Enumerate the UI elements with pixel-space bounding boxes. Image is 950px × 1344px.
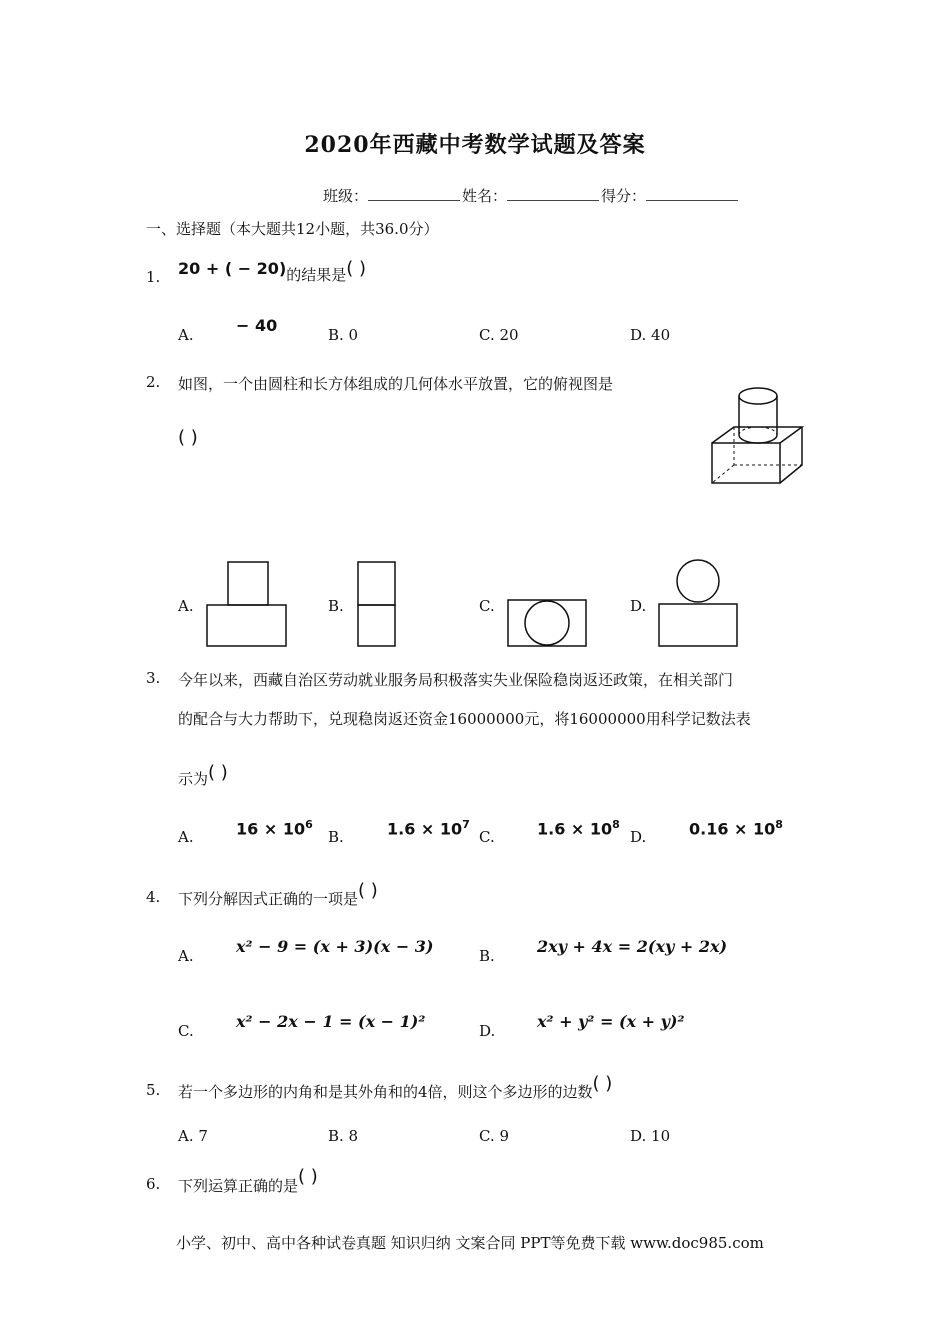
q3-option-a-base: 16 × 10: [236, 819, 306, 839]
q4-number: 4.: [146, 888, 161, 906]
q4-option-c-expr: x² − 2x − 1 = (x − 1)²: [236, 1012, 426, 1031]
q1-number: 1.: [146, 268, 161, 286]
q3-paren: ( ): [208, 762, 228, 783]
q1-option-a-value: − 40: [236, 316, 278, 335]
q3-option-c-expr: [537, 818, 620, 838]
q2-paren: ( ): [178, 427, 198, 448]
q3-option-c-exp: 8: [612, 818, 620, 831]
q2-solid-figure: [700, 385, 810, 490]
q3-option-d-exp: 8: [775, 818, 783, 831]
q3-number: 3.: [146, 669, 161, 687]
class-blank: [368, 186, 460, 201]
name-blank: [507, 186, 599, 201]
q4-option-d-label: D.: [479, 1022, 496, 1040]
q1-expression: 20 + ( − 20): [178, 259, 287, 278]
q3-option-c-base: 1.6 × 10: [537, 819, 613, 839]
score-label: 得分：: [601, 187, 647, 205]
q3-line1: 今年以来，西藏自治区劳动就业服务局积极落实失业保险稳岗返还政策，在相关部门: [178, 671, 734, 689]
q2-text: 如图，一个由圆柱和长方体组成的几何体水平放置，它的俯视图是: [178, 375, 614, 393]
q4-stem: [178, 880, 378, 908]
q5-paren: ( ): [592, 1073, 613, 1094]
q3-option-a-label: A.: [178, 828, 194, 846]
q4-paren: ( ): [358, 880, 378, 901]
q2-option-b-figure: [356, 560, 398, 650]
q3-option-c-label: C.: [479, 828, 495, 846]
q3-option-b-base: 1.6 × 10: [387, 819, 463, 839]
q1-paren: ( ): [346, 258, 367, 279]
q1-option-b: B. 0: [328, 326, 359, 344]
q3-option-a-expr: [236, 818, 313, 838]
q3-line3-text: 示为: [178, 770, 209, 788]
q5-number: 5.: [146, 1081, 161, 1099]
q3-line2: 的配合与大力帮助下，兑现稳岗返还资金16000000元，将16000000用科学记数法表: [178, 710, 751, 728]
section-heading: 一、选择题（本大题共12小题，共36.0分）: [146, 220, 439, 238]
footer-link[interactable]: 小学、初中、高中各种试卷真题 知识归纳 文案合同 PPT等免费下载 www.doc985.com: [176, 1234, 764, 1252]
q4-option-a-label: A.: [178, 947, 194, 965]
q2-number: 2.: [146, 373, 161, 391]
q4-option-a-expr: x² − 9 = (x + 3)(x − 3): [236, 937, 434, 956]
q5-option-c: C. 9: [479, 1127, 510, 1145]
q2-option-c-label: C.: [479, 597, 495, 615]
q2-option-b-label: B.: [328, 597, 344, 615]
q3-option-a-exp: 6: [305, 818, 313, 831]
q3-option-d-label: D.: [630, 828, 647, 846]
q3-option-b-expr: [387, 818, 470, 838]
q5-option-d: D. 10: [630, 1127, 671, 1145]
q2-option-a-figure: [205, 560, 290, 650]
q4-option-b-expr: 2xy + 4x = 2(xy + 2x): [537, 937, 728, 956]
q2-option-a-label: A.: [178, 597, 194, 615]
q1-option-d: D. 40: [630, 326, 671, 344]
q4-option-d-expr: x² + y² = (x + y)²: [537, 1012, 685, 1031]
q6-paren: ( ): [298, 1166, 318, 1187]
q2-option-d-label: D.: [630, 597, 647, 615]
q1-stem: [178, 258, 367, 284]
q1-option-a-label: A.: [178, 326, 194, 344]
q6-text: 下列运算正确的是: [178, 1177, 299, 1195]
q4-option-c-label: C.: [178, 1022, 194, 1040]
q1-option-c: C. 20: [479, 326, 519, 344]
q5-text: 若一个多边形的内角和是其外角和的4倍，则这个多边形的边数: [178, 1083, 593, 1101]
q6-stem: [178, 1166, 318, 1195]
q3-option-d-expr: [689, 818, 783, 838]
name-label: 姓名：: [462, 187, 508, 205]
q2-option-c-figure: [506, 598, 590, 650]
q3-option-b-label: B.: [328, 828, 344, 846]
score-blank: [646, 186, 738, 201]
q3-line3: [178, 762, 228, 788]
q2-option-d-figure: [657, 558, 741, 650]
q5-stem: [178, 1073, 613, 1101]
q4-option-b-label: B.: [479, 947, 495, 965]
class-label: 班级：: [323, 187, 369, 205]
q1-text: 的结果是: [286, 266, 347, 284]
q5-option-a: A. 7: [178, 1127, 208, 1145]
page-title: 2020年西藏中考数学试题及答案: [304, 132, 646, 158]
q3-option-d-base: 0.16 × 10: [689, 819, 776, 839]
q4-text: 下列分解因式正确的一项是: [178, 890, 359, 908]
student-info-line: [323, 185, 740, 206]
q3-option-b-exp: 7: [462, 818, 470, 831]
q6-number: 6.: [146, 1175, 161, 1193]
q5-option-b: B. 8: [328, 1127, 359, 1145]
